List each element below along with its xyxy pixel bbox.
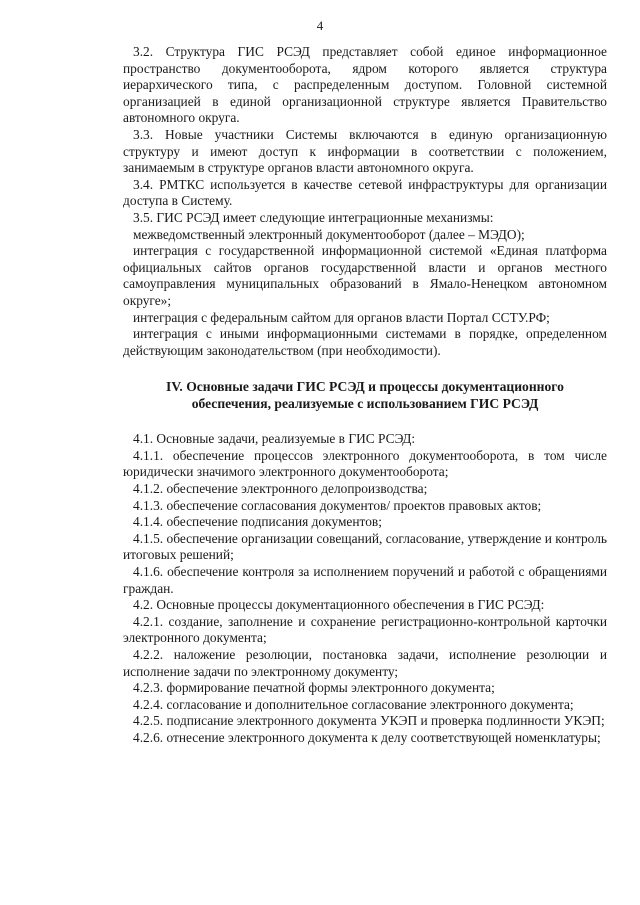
paragraph-4-1-3: 4.1.3. обеспечение согласования документов/ проектов правовых актов; [133,497,542,513]
paragraph-4-2-1: 4.2.1. создание, заполнение и сохранение регистрационно-контрольной карточки электронного документа; [123,613,607,646]
paragraph-3-4: 3.4. РМТКС используется в качестве сетевой инфраструктуры для организации доступа в Систему. [123,176,607,209]
page-number: 4 [316,18,324,33]
paragraph-3-2: 3.2. Структура ГИС РСЭД представляет собой единое информационное пространство документооборота, ядром которого является структура иерархического типа, с распределенным доступом. Головной системной организацией в единой организационной структуре является Правительство автономного округа. [123,44,607,126]
paragraph-4-2: 4.2. Основные процессы документационного обеспечения в ГИС РСЭД: [133,597,545,613]
paragraph-3-3: 3.3. Новые участники Системы включаются в единую организационную структуру и имеют доступ к информации в соответствии с положением, занимаемым в структуре органов власти автономного округа. [123,126,607,176]
paragraph-3-5: 3.5. ГИС РСЭД имеет следующие интеграционные механизмы: [133,209,494,225]
list-item-portal-integration: интеграция с государственной информационной системой «Единая платформа официальных сайтов органов государственной власти и органов местного самоуправления муниципальных образований в Ямало-Ненецком автономном округе»; [123,243,607,308]
paragraph-4-1: 4.1. Основные задачи, реализуемые в ГИС РСЭД: [133,431,416,447]
paragraph-4-2-5: 4.2.5. подписание электронного документа УКЭП и проверка подлинности УКЭП; [133,713,605,729]
paragraph-4-1-2: 4.1.2. обеспечение электронного делопроизводства; [133,481,428,497]
paragraph-4-2-4: 4.2.4. согласование и дополнительное согласование электронного документа; [133,696,574,712]
list-item-other-systems: интеграция с иными информационными системами в порядке, определенном действующим законодательством (при необходимости). [123,326,607,358]
section-heading: IV. Основные задачи ГИС РСЭД и процессы документационного обеспечения, реализуемые с использованием ГИС РСЭД [166,379,564,412]
paragraph-4-2-6: 4.2.6. отнесение электронного документа к делу соответствующей номенклатуры; [133,729,601,745]
paragraph-4-1-6: 4.1.6. обеспечение контроля за исполнением поручений и работой с обращениями граждан. [123,564,607,596]
paragraph-4-1-4: 4.1.4. обеспечение подписания документов; [133,514,382,530]
paragraph-4-2-3: 4.2.3. формирование печатной формы электронного документа; [133,680,495,696]
list-item-sstu-integration: интеграция с федеральным сайтом для органов власти Портал ССТУ.РФ; [133,309,550,325]
document-body [123,44,607,747]
paragraph-4-1-5: 4.1.5. обеспечение организации совещаний, согласование, утверждение и контроль итоговых решений; [123,530,607,563]
paragraph-4-1-1: 4.1.1. обеспечение процессов электронного документооборота, в том числе юридически значимого электронного документооборота; [123,447,607,480]
paragraph-4-2-2: 4.2.2. наложение резолюции, постановка задачи, исполнение резолюции и исполнение задачи по электронному документу; [123,647,607,679]
list-item-medo: межведомственный электронный документооборот (далее – МЭДО); [133,226,525,242]
